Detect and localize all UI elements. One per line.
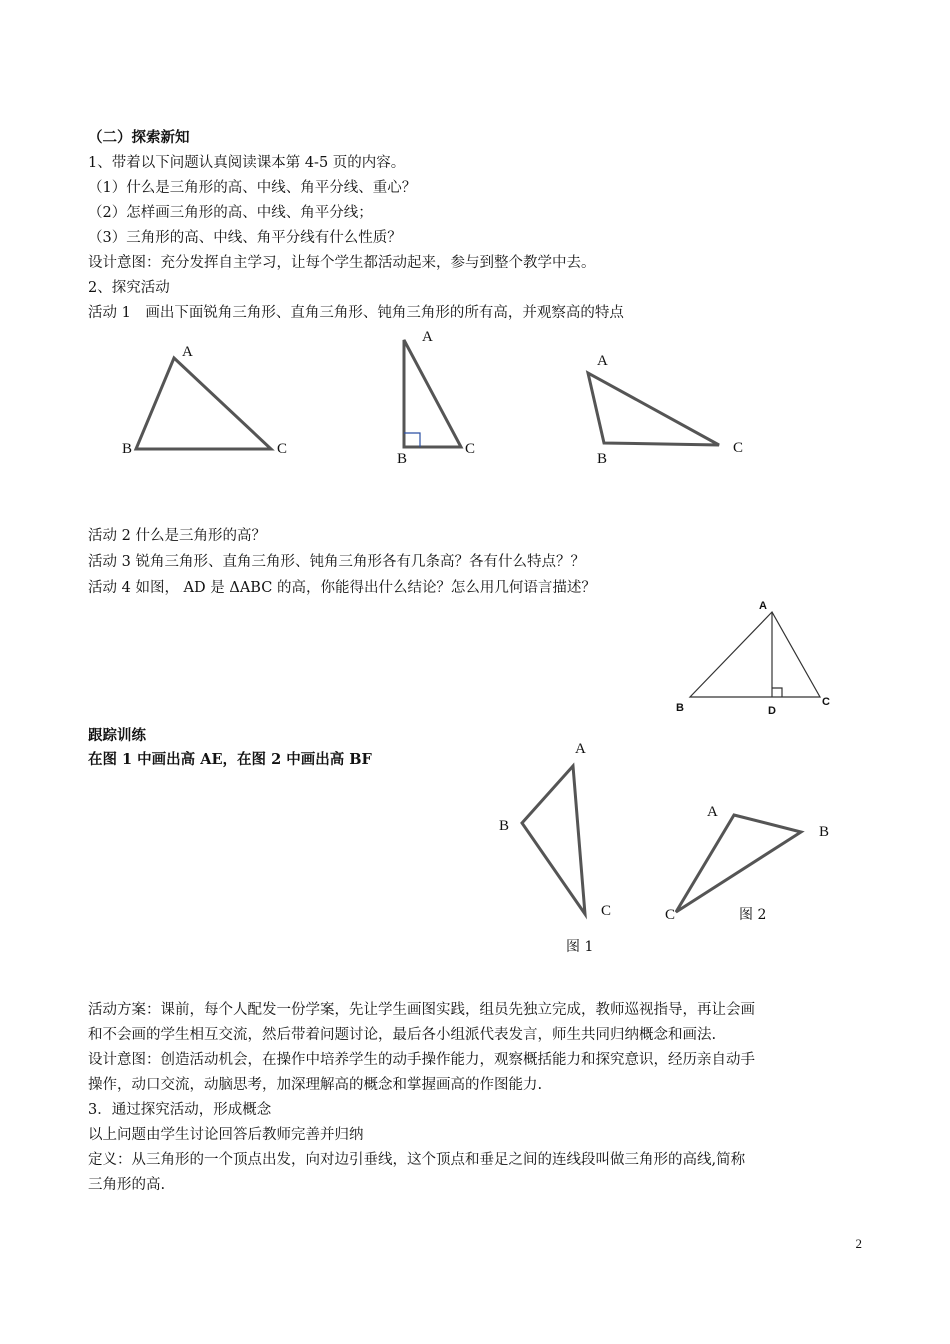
ad-triangle <box>690 612 820 697</box>
vertex-label: C <box>822 696 830 708</box>
text-line: 三角形的高. <box>88 1177 166 1193</box>
vertex-label: A <box>707 804 718 820</box>
obtuse-triangle <box>588 373 719 445</box>
text-line: 设计意图：充分发挥自主学习，让每个学生都活动起来，参与到整个教学中去。 <box>88 255 596 271</box>
vertex-label: A <box>422 329 433 345</box>
vertex-label: C <box>277 441 288 457</box>
text-line: （1）什么是三角形的高、中线、角平分线、重心？ <box>88 180 417 196</box>
activity-line: 活动 2 什么是三角形的高？ <box>88 528 266 544</box>
activity-line: 活动 4 如图， AD 是 ΔABC 的高，你能得出什么结论？怎么用几何语言描述？ <box>88 580 596 596</box>
vertex-label: B <box>676 702 684 714</box>
vertex-label: B <box>499 818 510 834</box>
text-line: （3）三角形的高、中线、角平分线有什么性质？ <box>88 230 402 246</box>
figure-caption: 图 2 <box>739 907 767 923</box>
activity-line: 活动 3 锐角三角形、直角三角形、钝角三角形各有几条高？各有什么特点？？ <box>88 554 585 570</box>
vertex-label: B <box>397 451 408 467</box>
fig1-triangle <box>522 766 585 914</box>
text-line: 活动方案：课前，每个人配发一份学案，先让学生画图实践，组员先独立完成，教师巡视指导，再让会画 <box>88 1002 755 1018</box>
text-line: 和不会画的学生相互交流，然后带着问题讨论，最后各小组派代表发言，师生共同归纳概念和画法. <box>88 1027 717 1043</box>
right-angle-mark <box>404 433 420 447</box>
vertex-label: D <box>768 705 776 717</box>
text-line: 1、带着以下问题认真阅读课本第 4-5 页的内容。 <box>88 155 406 171</box>
section-title: （二）探索新知 <box>88 129 190 146</box>
vertex-label: C <box>465 441 476 457</box>
vertex-label: A <box>759 600 767 612</box>
acute-triangle <box>136 358 271 449</box>
text-line: （2）怎样画三角形的高、中线、角平分线； <box>88 205 373 221</box>
text-line: 以上问题由学生讨论回答后教师完善并归纳 <box>88 1127 364 1143</box>
fig2-triangle <box>676 815 801 912</box>
vertex-label: A <box>597 353 608 369</box>
ad-right-angle-mark <box>772 688 782 697</box>
page-number: 2 <box>855 1236 862 1251</box>
text-line: 2、探究活动 <box>88 280 170 296</box>
training-task: 在图 1 中画出高 AE，在图 2 中画出高 BF <box>88 751 372 768</box>
vertex-label: A <box>182 344 193 360</box>
vertex-label: B <box>122 441 133 457</box>
vertex-label: C <box>601 903 612 919</box>
text-line: 活动 1 画出下面锐角三角形、直角三角形、钝角三角形的所有高，并观察高的特点 <box>88 305 624 321</box>
text-line: 定义：从三角形的一个顶点出发，向对边引垂线，这个顶点和垂足之间的连线段叫做三角形的高线,简称 <box>88 1152 746 1168</box>
training-title: 跟踪训练 <box>88 727 146 744</box>
vertex-label: C <box>665 907 676 923</box>
vertex-label: C <box>733 440 744 456</box>
text-line: 设计意图：创造活动机会，在操作中培养学生的动手操作能力，观察概括能力和探究意识，经历亲自动手 <box>88 1052 755 1068</box>
vertex-label: B <box>819 824 830 840</box>
vertex-label: A <box>575 741 586 757</box>
text-line: 3．通过探究活动，形成概念 <box>88 1102 272 1118</box>
text-line: 操作，动口交流，动脑思考，加深理解高的概念和掌握画高的作图能力. <box>88 1077 543 1093</box>
figure-caption: 图 1 <box>566 939 594 955</box>
right-triangle <box>404 340 461 447</box>
vertex-label: B <box>597 451 608 467</box>
